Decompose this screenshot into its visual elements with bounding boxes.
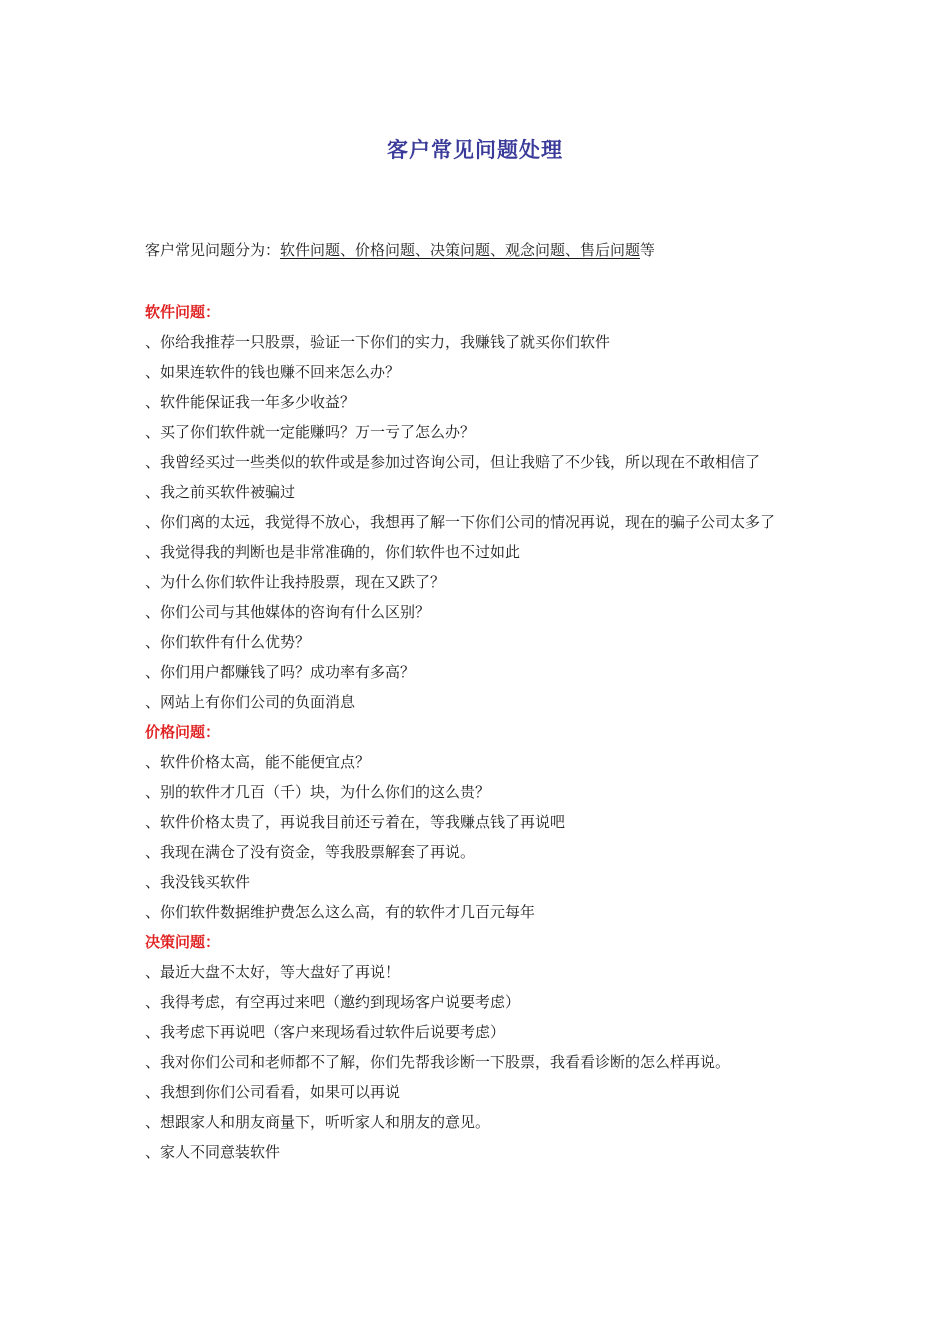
intro-suffix: 等 [640, 241, 656, 259]
question-item: 、为什么你们软件让我持股票，现在又跌了？ [145, 573, 446, 591]
question-item: 、我曾经买过一些类似的软件或是参加过咨询公司，但让我赔了不少钱，所以现在不敢相信了 [145, 453, 761, 471]
question-item: 、我之前买软件被骗过 [145, 483, 296, 501]
question-item: 、我现在满仓了没有资金，等我股票解套了再说。 [145, 843, 476, 861]
question-item: 、你们软件数据维护费怎么这么高，有的软件才几百元每年 [145, 903, 536, 921]
question-item: 、软件价格太高，能不能便宜点？ [145, 753, 371, 771]
question-sections [145, 297, 810, 1167]
intro-categories: 软件问题、价格问题、决策问题、观念问题、售后问题 [280, 241, 641, 259]
question-item: 、我考虑下再说吧（客户来现场看过软件后说要考虑） [145, 1023, 506, 1041]
question-item: 、买了你们软件就一定能赚吗？万一亏了怎么办？ [145, 423, 476, 441]
question-item: 、最近大盘不太好，等大盘好了再说！ [145, 963, 401, 981]
document-title: 客户常见问题处理 [387, 137, 563, 162]
question-item: 、我对你们公司和老师都不了解，你们先帮我诊断一下股票，我看看诊断的怎么样再说。 [145, 1053, 731, 1071]
question-item: 、软件价格太贵了，再说我目前还亏着在，等我赚点钱了再说吧 [145, 813, 566, 831]
question-item: 、家人不同意装软件 [145, 1143, 281, 1161]
question-item: 、你给我推荐一只股票，验证一下你们的实力，我赚钱了就买你们软件 [145, 333, 611, 351]
intro-line [145, 238, 655, 262]
question-item: 、别的软件才几百（千）块，为什么你们的这么贵？ [145, 783, 491, 801]
question-item: 、想跟家人和朋友商量下，听听家人和朋友的意见。 [145, 1113, 491, 1131]
intro-prefix: 客户常见问题分为： [145, 241, 281, 259]
section-heading: 价格问题： [145, 723, 221, 741]
question-item: 、软件能保证我一年多少收益？ [145, 393, 356, 411]
section-heading: 决策问题： [145, 933, 221, 951]
question-item: 、你们离的太远，我觉得不放心，我想再了解一下你们公司的情况再说，现在的骗子公司太多了 [145, 513, 776, 531]
question-item: 、我想到你们公司看看，如果可以再说 [145, 1083, 401, 1101]
question-item: 、你们软件有什么优势？ [145, 633, 311, 651]
question-item: 、网站上有你们公司的负面消息 [145, 693, 356, 711]
question-item: 、你们用户都赚钱了吗？成功率有多高？ [145, 663, 416, 681]
question-item: 、我觉得我的判断也是非常准确的，你们软件也不过如此 [145, 543, 521, 561]
question-item: 、我得考虑，有空再过来吧（邀约到现场客户说要考虑） [145, 993, 521, 1011]
section-heading: 软件问题： [145, 303, 221, 321]
question-item: 、如果连软件的钱也赚不回来怎么办？ [145, 363, 401, 381]
question-item: 、我没钱买软件 [145, 873, 251, 891]
question-item: 、你们公司与其他媒体的咨询有什么区别？ [145, 603, 431, 621]
